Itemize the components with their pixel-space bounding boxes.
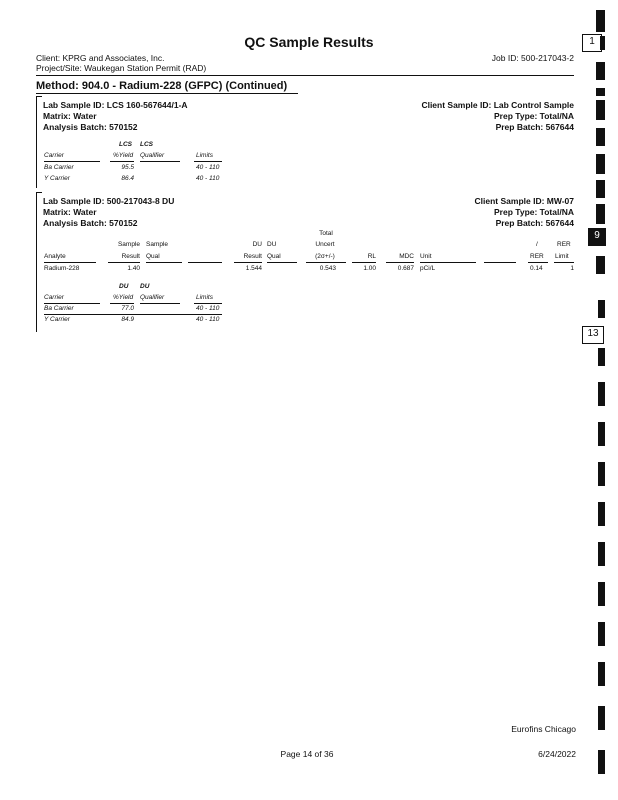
unit-header: Unit	[420, 253, 432, 260]
side-tab-marker	[596, 204, 605, 224]
side-tab-marker	[598, 706, 605, 730]
prep-batch: Prep Batch: 567644	[495, 122, 574, 132]
side-tab-marker	[596, 88, 605, 96]
job-id: Job ID: 500-217043-2	[491, 53, 574, 63]
limits-rule	[194, 161, 222, 162]
yield-header: %Yield	[113, 152, 134, 159]
section2-bracket	[36, 192, 37, 332]
lab-sample-id: Lab Sample ID: LCS 160-567644/1-A	[43, 100, 188, 110]
carrier-row-limits: 40 - 110	[196, 175, 220, 182]
project-site: Project/Site: Waukegan Station Permit (RAD)	[36, 63, 207, 73]
analysis-batch: Analysis Batch: 570152	[43, 218, 138, 228]
side-tab-marker	[598, 348, 605, 366]
header-rule	[36, 75, 574, 76]
footer-lab-name: Eurofins Chicago	[511, 724, 576, 734]
side-tab-marker	[598, 462, 605, 486]
du-result-rule	[234, 262, 262, 263]
matrix: Matrix: Water	[43, 207, 97, 217]
side-tab-marker	[598, 382, 605, 406]
spacer-rule	[484, 262, 516, 263]
carrier-row-yield: 77.0	[121, 305, 134, 312]
rer-limit-header: Limit	[555, 253, 569, 260]
prep-type: Prep Type: Total/NA	[494, 111, 574, 121]
matrix: Matrix: Water	[43, 111, 97, 121]
side-tab-marker	[598, 502, 605, 526]
mdc-header: MDC	[399, 253, 414, 260]
carrier-row-name: Y Carrier	[44, 175, 70, 182]
du-header: DU	[252, 241, 262, 248]
side-tab-marker	[596, 180, 605, 198]
analyte-rule	[44, 262, 96, 263]
prep-type: Prep Type: Total/NA	[494, 207, 574, 217]
side-tab-marker	[596, 10, 605, 32]
carrier-header: Carrier	[44, 152, 64, 159]
result-rule	[108, 262, 140, 263]
result-header: Result	[121, 253, 140, 260]
carrier-row-limits: 40 - 110	[196, 305, 220, 312]
rer-header: RER	[557, 241, 571, 248]
qualifier-header: Qualifier	[140, 152, 165, 159]
method-underline	[36, 93, 298, 94]
lab-sample-id: Lab Sample ID: 500-217043-8 DU	[43, 196, 175, 206]
carrier-rule	[44, 161, 100, 162]
yield-rule	[110, 161, 134, 162]
uncert-rule	[306, 262, 346, 263]
method-title: Method: 904.0 - Radium-228 (GFPC) (Continued)	[36, 80, 288, 92]
side-tab-marker	[596, 128, 605, 146]
mdc-rule	[386, 262, 414, 263]
side-tab-marker	[598, 750, 605, 774]
yield-header: %Yield	[113, 294, 134, 301]
side-tab-marker	[596, 154, 605, 174]
carrier-rule	[44, 303, 100, 304]
row-rule	[44, 314, 222, 315]
sample-header: Sample	[117, 241, 140, 248]
spacer-rule	[188, 262, 222, 263]
sample-result: 1.40	[127, 265, 140, 272]
total-header: Total	[319, 230, 333, 237]
du-header: DU	[267, 241, 277, 248]
qualifier-rule	[140, 303, 180, 304]
du-col-label-1: DU	[119, 283, 129, 290]
carrier-header: Carrier	[44, 294, 64, 301]
side-tab-marker	[598, 300, 605, 318]
du-result: 1.544	[245, 265, 262, 272]
client-sample-id: Client Sample ID: Lab Control Sample	[421, 100, 574, 110]
prep-batch: Prep Batch: 567644	[495, 218, 574, 228]
side-tab-marker	[596, 256, 605, 274]
side-tab-marker	[596, 62, 605, 80]
two-sigma-header: (2σ+/-)	[315, 253, 335, 260]
side-tab-active: 9	[588, 228, 606, 246]
du-result-header: Result	[243, 253, 262, 260]
carrier-row-limits: 40 - 110	[196, 164, 220, 171]
du-qual-header: Qual	[267, 253, 281, 260]
limits-header: Limits	[196, 294, 213, 301]
side-tab-marker	[598, 582, 605, 606]
side-tab-marker	[598, 622, 605, 646]
side-tab-marker	[598, 662, 605, 686]
side-tab-marker	[598, 422, 605, 446]
carrier-row-name: Ba Carrier	[44, 164, 74, 171]
section1-bracket	[36, 96, 37, 188]
analyte-name: Radium-228	[44, 265, 80, 272]
section2-bracket-top	[36, 192, 42, 193]
page-number: Page 14 of 36	[280, 749, 334, 759]
side-tab-marker	[598, 542, 605, 566]
du-col-label-2: DU	[140, 283, 150, 290]
side-tab-marker	[596, 100, 605, 120]
analysis-batch: Analysis Batch: 570152	[43, 122, 138, 132]
limits-header: Limits	[196, 152, 213, 159]
unit-rule	[420, 262, 476, 263]
unit-value: pCi/L	[420, 265, 436, 272]
rl-rule	[352, 262, 376, 263]
analyte-header: Analyte	[44, 253, 66, 260]
side-tab-marker	[600, 36, 605, 50]
rl-header: RL	[367, 253, 376, 260]
du-qual-rule	[267, 262, 297, 263]
carrier-row-yield: 95.5	[121, 164, 134, 171]
carrier-row-name: Ba Carrier	[44, 305, 74, 312]
rl-value: 1.00	[363, 265, 376, 272]
rer-rule	[528, 262, 548, 263]
section1-bracket-top	[36, 96, 42, 97]
carrier-row-yield: 84.9	[121, 316, 134, 323]
carrier-row-yield: 86.4	[121, 175, 134, 182]
rer-limit-rule	[554, 262, 574, 263]
qual-header: Qual	[146, 253, 160, 260]
client-sample-id: Client Sample ID: MW-07	[474, 196, 574, 206]
qual-rule	[146, 262, 182, 263]
side-tab-number: 1	[582, 34, 602, 52]
rer-value: 0.14	[530, 265, 543, 272]
lcs-col-label-1: LCS	[119, 141, 132, 148]
uncert-header: Uncert	[315, 241, 335, 248]
lcs-col-label-2: LCS	[140, 141, 153, 148]
rer-limit-value: 1	[570, 265, 574, 272]
side-tab-number: 13	[582, 326, 604, 344]
carrier-row-name: Y Carrier	[44, 316, 70, 323]
limits-rule	[194, 303, 222, 304]
qualifier-header: Qualifier	[140, 294, 165, 301]
uncert-value: 0.543	[319, 265, 336, 272]
yield-rule	[110, 303, 134, 304]
sample-header: Sample	[146, 241, 169, 248]
page-title: QC Sample Results	[244, 34, 374, 50]
carrier-row-limits: 40 - 110	[196, 316, 220, 323]
footer-date: 6/24/2022	[538, 749, 576, 759]
qualifier-rule	[140, 161, 180, 162]
rer-mark: /	[536, 241, 538, 248]
rer-header: RER	[530, 253, 544, 260]
mdc-value: 0.687	[397, 265, 414, 272]
client-name: Client: KPRG and Associates, Inc.	[36, 53, 165, 63]
